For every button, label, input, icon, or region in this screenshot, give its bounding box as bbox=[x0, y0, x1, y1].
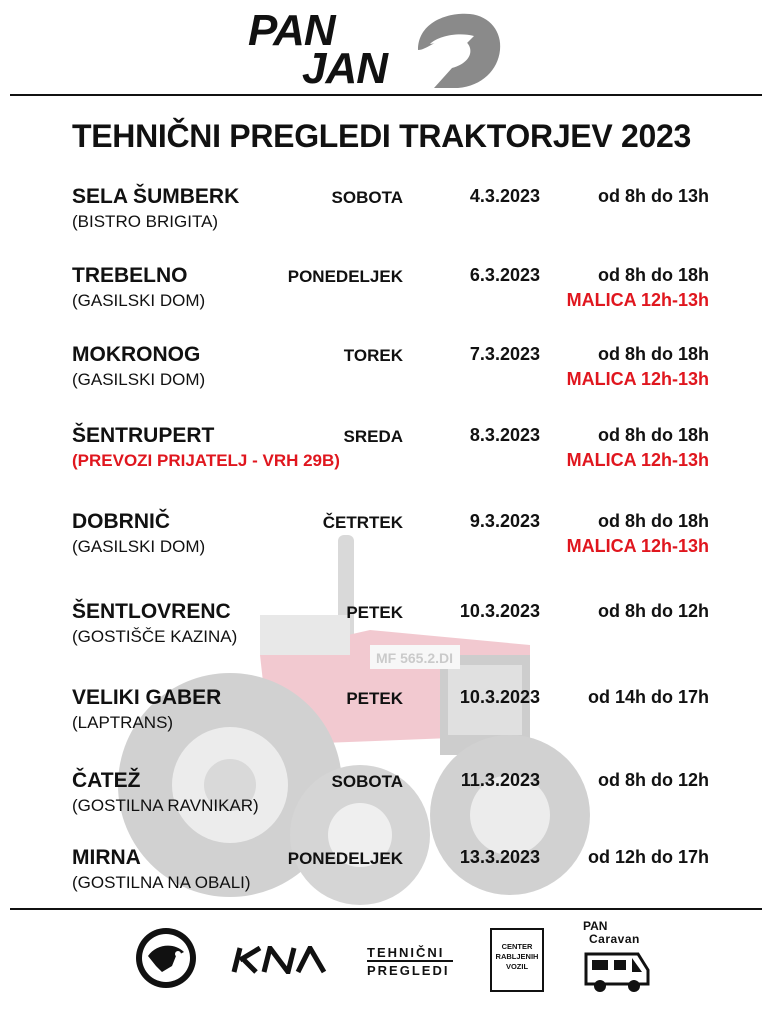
panjan-logo bbox=[248, 6, 508, 93]
tehnicni-pregledi-logo bbox=[367, 946, 449, 978]
row-venue: (LAPTRANS) bbox=[72, 713, 174, 732]
row-hours: od 8h do 18h bbox=[597, 344, 709, 364]
tp-line2: PREGLEDI bbox=[367, 963, 450, 978]
row-venue: (GOSTIŠČE KAZINA) bbox=[72, 627, 238, 646]
logo-word-pan: PAN bbox=[248, 6, 335, 55]
row-date: 10.3.2023 bbox=[459, 601, 540, 621]
footer-divider bbox=[10, 908, 762, 910]
row-date: 10.3.2023 bbox=[459, 687, 540, 707]
row-place: MOKRONOG bbox=[72, 343, 201, 366]
schedule-row bbox=[0, 510, 772, 580]
page-title: TEHNIČNI PREGLEDI TRAKTORJEV 2023 bbox=[72, 118, 691, 154]
skoda-logo-icon bbox=[134, 926, 198, 990]
row-place: ŠENTLOVRENC bbox=[72, 600, 231, 623]
row-day: PONEDELJEK bbox=[287, 849, 403, 868]
row-lunch: MALICA 12h-13h bbox=[566, 450, 709, 470]
pan-line2: Caravan bbox=[589, 932, 640, 946]
row-venue: (GOSTILNA NA OBALI) bbox=[72, 873, 251, 892]
tp-line1: TEHNIČNI bbox=[367, 945, 445, 960]
row-hours: od 12h do 17h bbox=[587, 847, 709, 867]
row-hours: od 8h do 18h bbox=[597, 511, 709, 531]
row-day: PETEK bbox=[346, 689, 403, 708]
row-date: 6.3.2023 bbox=[469, 265, 540, 285]
kia-logo-icon bbox=[230, 946, 328, 974]
logo-word-jan: JAN bbox=[302, 44, 388, 93]
schedule-row bbox=[0, 264, 772, 334]
tp-underline bbox=[367, 960, 453, 962]
schedule-row bbox=[0, 769, 772, 839]
row-date: 8.3.2023 bbox=[469, 425, 540, 445]
row-hours: od 8h do 13h bbox=[597, 186, 709, 206]
row-place: MIRNA bbox=[72, 846, 141, 869]
row-place: SELA ŠUMBERK bbox=[72, 185, 240, 208]
row-day: SOBOTA bbox=[331, 188, 403, 207]
header-divider bbox=[10, 94, 762, 96]
crv-line1: CENTER bbox=[501, 942, 533, 951]
row-hours: od 8h do 18h bbox=[597, 265, 709, 285]
row-hours: od 8h do 18h bbox=[597, 425, 709, 445]
row-date: 13.3.2023 bbox=[459, 847, 540, 867]
center-rabljenih-vozil-logo bbox=[490, 928, 544, 992]
row-place: ŠENTRUPERT bbox=[72, 424, 215, 447]
tractor-model-label: MF 565.2.DI bbox=[376, 650, 454, 666]
row-venue: (PREVOZI PRIJATELJ - VRH 29B) bbox=[72, 451, 340, 470]
row-day: PONEDELJEK bbox=[287, 267, 403, 286]
row-hours: od 8h do 12h bbox=[597, 770, 709, 790]
caravan-icon bbox=[582, 948, 652, 994]
row-lunch: MALICA 12h-13h bbox=[566, 369, 709, 389]
row-place: TREBELNO bbox=[72, 264, 188, 287]
crv-line3: VOZIL bbox=[505, 962, 529, 971]
row-date: 11.3.2023 bbox=[460, 770, 540, 790]
sponsor-logos bbox=[0, 918, 772, 1018]
schedule-row bbox=[0, 185, 772, 255]
row-day: SOBOTA bbox=[331, 772, 403, 791]
pan-line1: PAN bbox=[583, 919, 608, 933]
schedule-row bbox=[0, 424, 772, 494]
row-venue: (GOSTILNA RAVNIKAR) bbox=[72, 796, 259, 815]
row-day: TOREK bbox=[343, 346, 403, 365]
row-place: VELIKI GABER bbox=[72, 686, 222, 709]
row-venue: (GASILSKI DOM) bbox=[72, 370, 206, 389]
schedule-row bbox=[0, 343, 772, 413]
crv-line2: RABLJENIH bbox=[495, 952, 539, 961]
schedule-row bbox=[0, 686, 772, 756]
row-hours: od 8h do 12h bbox=[597, 601, 709, 621]
row-day: SREDA bbox=[343, 427, 403, 446]
pan-caravan-logo bbox=[583, 920, 640, 946]
row-place: ČATEŽ bbox=[72, 769, 141, 792]
row-venue: (GASILSKI DOM) bbox=[72, 537, 206, 556]
row-hours: od 14h do 17h bbox=[587, 687, 709, 707]
row-date: 4.3.2023 bbox=[469, 186, 540, 206]
schedule-row bbox=[0, 600, 772, 670]
row-lunch: MALICA 12h-13h bbox=[566, 290, 709, 310]
row-day: ČETRTEK bbox=[322, 513, 403, 532]
row-venue: (BISTRO BRIGITA) bbox=[72, 212, 219, 231]
row-lunch: MALICA 12h-13h bbox=[566, 536, 709, 556]
row-venue: (GASILSKI DOM) bbox=[72, 291, 206, 310]
row-date: 7.3.2023 bbox=[469, 344, 540, 364]
row-date: 9.3.2023 bbox=[469, 511, 540, 531]
logo-swoosh-icon bbox=[378, 10, 502, 90]
row-place: DOBRNIČ bbox=[72, 510, 170, 533]
schedule-row bbox=[0, 846, 772, 916]
row-day: PETEK bbox=[346, 603, 403, 622]
